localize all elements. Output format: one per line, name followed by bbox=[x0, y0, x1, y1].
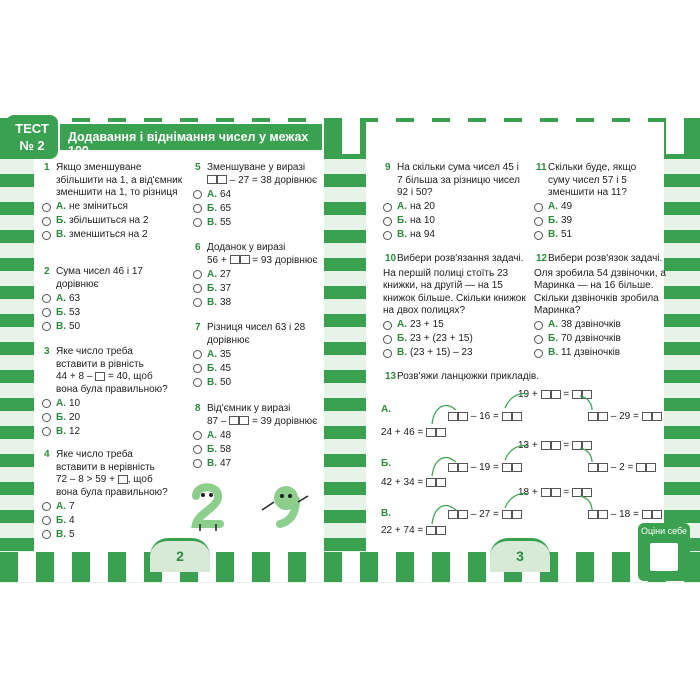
question-number: 4 bbox=[44, 449, 50, 460]
option-b[interactable]: Б. 20 bbox=[42, 412, 176, 425]
chain-mid: – 27 = bbox=[448, 509, 522, 520]
answer-box[interactable] bbox=[217, 175, 227, 184]
question-number: 6 bbox=[195, 242, 201, 253]
question-text: Яке число треба вставити в рівність bbox=[56, 346, 144, 370]
self-assessment-square[interactable] bbox=[650, 543, 678, 571]
test-badge bbox=[6, 115, 58, 159]
question-number: 12 bbox=[536, 253, 548, 264]
question-title: Вибери розв'язок задачі. bbox=[548, 253, 663, 264]
option-c[interactable]: В. 51 bbox=[534, 229, 660, 242]
radio-icon[interactable] bbox=[42, 203, 51, 212]
option-c[interactable]: В. зменшиться на 2 bbox=[42, 229, 186, 242]
option-a[interactable]: А. не зміниться bbox=[42, 201, 186, 214]
question-6: 6 Доданок у виразі 56 + = 93 дорівнює А. 27 Б. 37 В. 38 bbox=[207, 242, 322, 309]
radio-icon[interactable] bbox=[193, 218, 202, 227]
option-b[interactable]: Б. 58 bbox=[193, 444, 322, 457]
question-11 bbox=[536, 162, 660, 242]
option-c[interactable]: В. 11 дзвіночків bbox=[534, 347, 666, 360]
test-label: ТЕСТ bbox=[15, 121, 49, 136]
radio-icon[interactable] bbox=[193, 284, 202, 293]
radio-icon[interactable] bbox=[193, 204, 202, 213]
chain-end: – 2 = bbox=[588, 462, 656, 473]
radio-icon[interactable] bbox=[42, 516, 51, 525]
question-text: Різниця чисел 63 і 28 дорівнює bbox=[207, 322, 306, 346]
radio-icon[interactable] bbox=[534, 217, 543, 226]
question-text: Зменшуване у виразі bbox=[207, 162, 306, 173]
question-text: Якщо зменшуване збільшити на 1, а від'ємник зменшити на 1, то різниця bbox=[56, 162, 183, 198]
answer-box[interactable] bbox=[642, 412, 652, 421]
chain-top: 19 + = bbox=[518, 389, 592, 400]
arrow-icon bbox=[505, 494, 528, 508]
question-text: Оля зробила 54 дзвіночки, а Маринка — на 16 більше. Скільки дзвіночків зробила Маринка? bbox=[534, 267, 666, 316]
page-title: Додавання і віднімання чисел у межах 100 bbox=[60, 124, 322, 150]
option-a[interactable]: А. 35 bbox=[193, 349, 307, 362]
chain-end: – 29 = bbox=[588, 411, 662, 422]
option-a[interactable]: А. 48 bbox=[193, 430, 322, 443]
radio-icon[interactable] bbox=[42, 530, 51, 539]
arrow-icon bbox=[580, 396, 592, 410]
radio-icon[interactable] bbox=[42, 231, 51, 240]
option-a[interactable]: А. на 20 bbox=[383, 201, 522, 214]
option-c[interactable]: В. (23 + 15) – 23 bbox=[383, 347, 527, 360]
chain-mid: – 19 = bbox=[448, 462, 522, 473]
answer-box[interactable] bbox=[118, 475, 128, 484]
chain-start: 22 + 74 = bbox=[381, 525, 446, 536]
question-7 bbox=[195, 322, 307, 389]
arrow-icon bbox=[432, 406, 456, 424]
self-assessment-label: Оціни себе bbox=[640, 526, 688, 536]
arrow-icon bbox=[505, 446, 528, 460]
question-10 bbox=[383, 253, 527, 360]
chain-label: Б. bbox=[381, 458, 391, 469]
radio-icon[interactable] bbox=[42, 294, 51, 303]
question-5: 5 Зменшуване у виразі – 27 = 38 дорівнює А. 64 Б. 65 В. 55 bbox=[207, 162, 322, 229]
arrow-icon bbox=[580, 448, 592, 462]
radio-icon[interactable] bbox=[383, 321, 392, 330]
option-c[interactable]: В. 50 bbox=[42, 321, 166, 334]
radio-icon[interactable] bbox=[42, 308, 51, 317]
question-text: На скільки сума чисел 45 і 7 більша за різницю чисел 92 і 50? bbox=[397, 162, 520, 198]
option-b[interactable]: Б. 65 bbox=[193, 203, 322, 216]
radio-icon[interactable] bbox=[42, 322, 51, 331]
radio-icon[interactable] bbox=[534, 321, 543, 330]
question-number: 10 bbox=[385, 253, 397, 264]
question-8: 8 Від'ємник у виразі 87 – = 39 дорівнює А. 48 Б. 58 В. 47 bbox=[207, 403, 322, 470]
chain-arrows bbox=[420, 388, 620, 548]
question-number: 13 bbox=[385, 371, 397, 382]
answer-box[interactable] bbox=[646, 463, 656, 472]
option-b[interactable]: Б. збільшиться на 2 bbox=[42, 215, 186, 228]
chain-mid: – 16 = bbox=[448, 411, 522, 422]
question-text: На першій полиці стоїть 23 книжки, на другій — на 15 книжок більше. Скільки книжок на двох полицях? bbox=[383, 267, 526, 316]
chain-start: 42 + 34 = bbox=[381, 477, 446, 488]
self-assessment-box bbox=[638, 523, 690, 581]
radio-icon[interactable] bbox=[193, 431, 202, 440]
answer-box[interactable] bbox=[207, 175, 217, 184]
arrow-icon bbox=[580, 496, 592, 510]
radio-icon[interactable] bbox=[534, 231, 543, 240]
option-c[interactable]: В. 55 bbox=[193, 217, 322, 230]
option-b[interactable]: Б. 39 bbox=[534, 215, 660, 228]
option-a[interactable]: А. 63 bbox=[42, 293, 166, 306]
question-text: Доданок у виразі bbox=[207, 242, 286, 253]
option-c[interactable]: В. 50 bbox=[193, 377, 307, 390]
question-9 bbox=[385, 162, 522, 242]
page-number-left: 2 bbox=[150, 538, 210, 572]
radio-icon[interactable] bbox=[193, 298, 202, 307]
test-number: № 2 bbox=[19, 138, 45, 153]
option-b[interactable]: Б. 23 + (23 + 15) bbox=[383, 333, 527, 346]
chain-start: 24 + 46 = bbox=[381, 427, 446, 438]
radio-icon[interactable] bbox=[42, 427, 51, 436]
radio-icon[interactable] bbox=[193, 378, 202, 387]
radio-icon[interactable] bbox=[534, 349, 543, 358]
arrow-icon bbox=[432, 458, 456, 476]
question-text: Сума чисел 46 і 17 дорівнює bbox=[56, 266, 143, 290]
radio-icon[interactable] bbox=[383, 203, 392, 212]
question-title: Вибери розв'язання задачі. bbox=[397, 253, 524, 264]
question-number: 7 bbox=[195, 322, 201, 333]
question-13 bbox=[385, 371, 597, 384]
question-3: 3 Яке число треба вставити в рівність 44 + 8 – = 40, щоб вона була правильною? А. 10 Б. 20 В. 12 bbox=[56, 346, 176, 438]
radio-icon[interactable] bbox=[193, 459, 202, 468]
radio-icon[interactable] bbox=[193, 190, 202, 199]
question-4: 4 Яке число треба вставити в нерівність 72 – 8 > 59 + , щоб вона була правильною? А. 7 Б. 4 В. 5 bbox=[56, 449, 176, 541]
radio-icon[interactable] bbox=[383, 335, 392, 344]
radio-icon[interactable] bbox=[42, 502, 51, 511]
question-number: 2 bbox=[44, 266, 50, 277]
option-a[interactable]: А. 49 bbox=[534, 201, 660, 214]
question-12 bbox=[534, 253, 666, 360]
option-b[interactable]: Б. 53 bbox=[42, 307, 166, 320]
radio-icon[interactable] bbox=[383, 217, 392, 226]
chain-label: А. bbox=[381, 404, 391, 415]
answer-box[interactable] bbox=[642, 510, 652, 519]
chain-top: 13 + = bbox=[518, 440, 592, 451]
arrow-icon bbox=[505, 394, 528, 408]
question-text: Яке число треба вставити в нерівність bbox=[56, 449, 155, 473]
radio-icon[interactable] bbox=[42, 217, 51, 226]
answer-box[interactable] bbox=[239, 416, 249, 425]
option-c[interactable]: В. 12 bbox=[42, 426, 176, 439]
radio-icon[interactable] bbox=[534, 203, 543, 212]
arrow-icon bbox=[432, 506, 456, 524]
radio-icon[interactable] bbox=[383, 231, 392, 240]
question-number: 8 bbox=[195, 403, 201, 414]
question-text: Від'ємник у виразі bbox=[207, 403, 291, 414]
option-c[interactable]: В. 47 bbox=[193, 458, 322, 471]
radio-icon[interactable] bbox=[193, 270, 202, 279]
option-b[interactable]: Б. 37 bbox=[193, 283, 322, 296]
chain-top: 18 + = bbox=[518, 487, 592, 498]
option-b[interactable]: Б. 45 bbox=[193, 363, 307, 376]
radio-icon[interactable] bbox=[534, 335, 543, 344]
digit-two-character-illustration bbox=[188, 482, 228, 532]
radio-icon[interactable] bbox=[193, 445, 202, 454]
answer-box[interactable] bbox=[229, 416, 239, 425]
answer-box[interactable] bbox=[95, 372, 105, 381]
radio-icon[interactable] bbox=[383, 349, 392, 358]
chain-label: В. bbox=[381, 508, 391, 519]
radio-icon[interactable] bbox=[193, 364, 202, 373]
chain-end: – 18 = bbox=[588, 509, 662, 520]
question-number: 1 bbox=[44, 162, 50, 173]
awning-bottom bbox=[0, 552, 700, 582]
answer-box[interactable] bbox=[652, 510, 662, 519]
answer-box[interactable] bbox=[230, 255, 240, 264]
radio-icon[interactable] bbox=[193, 350, 202, 359]
option-b[interactable]: Б. 70 дзвіночків bbox=[534, 333, 666, 346]
option-b[interactable]: Б. 4 bbox=[42, 515, 176, 528]
question-2 bbox=[44, 266, 166, 333]
question-1 bbox=[44, 162, 186, 242]
question-number: 11 bbox=[536, 162, 547, 173]
option-a[interactable]: А. 10 bbox=[42, 398, 176, 411]
question-number: 3 bbox=[44, 346, 50, 357]
question-number: 5 bbox=[195, 162, 201, 173]
option-c[interactable]: В. 38 bbox=[193, 297, 322, 310]
answer-box[interactable] bbox=[652, 412, 662, 421]
question-title: Розв'яжи ланцюжки прикладів. bbox=[397, 371, 540, 382]
option-a[interactable]: А. 23 + 15 bbox=[383, 319, 527, 332]
option-a[interactable]: А. 27 bbox=[193, 269, 322, 282]
question-text: Скільки буде, якщо суму чисел 57 і 5 зменшити на 11? bbox=[548, 162, 637, 198]
radio-icon[interactable] bbox=[42, 413, 51, 422]
option-c[interactable]: В. на 94 bbox=[383, 229, 522, 242]
radio-icon[interactable] bbox=[42, 399, 51, 408]
answer-box[interactable] bbox=[636, 463, 646, 472]
question-number: 9 bbox=[385, 162, 391, 173]
option-a[interactable]: А. 38 дзвіночків bbox=[534, 319, 666, 332]
option-b[interactable]: Б. на 10 bbox=[383, 215, 522, 228]
digit-nine-character-illustration bbox=[258, 482, 310, 530]
option-c[interactable]: В. 5 bbox=[42, 529, 176, 542]
option-a[interactable]: А. 7 bbox=[42, 501, 176, 514]
option-a[interactable]: А. 64 bbox=[193, 189, 322, 202]
page-number-right: 3 bbox=[490, 538, 550, 572]
answer-box[interactable] bbox=[240, 255, 250, 264]
